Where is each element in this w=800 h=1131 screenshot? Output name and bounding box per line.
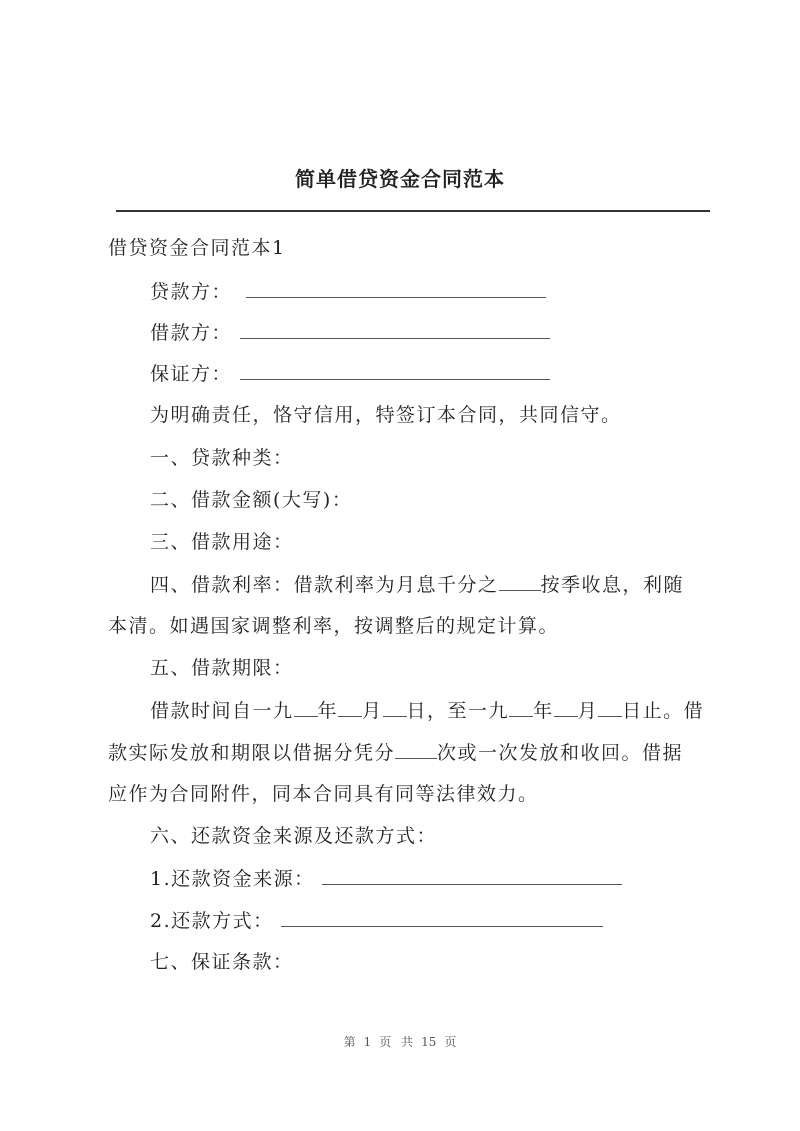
guarantor-label: 保证方： <box>150 363 233 385</box>
contract-subtitle: 借贷资金合同范本1 <box>108 237 286 259</box>
start-month-blank <box>338 698 362 717</box>
term-text-c: 月 <box>362 700 383 722</box>
clause-interest-line1 <box>150 572 684 597</box>
term-text-f: 月 <box>577 700 599 722</box>
term-line1 <box>150 698 704 723</box>
document-title: 简单借贷资金合同范本 <box>295 167 505 191</box>
term-text-e: 年 <box>533 700 554 722</box>
end-year-blank <box>509 698 533 717</box>
repay-source-line <box>150 866 622 891</box>
term-text-i: 次或一次发放和收回。借据 <box>437 742 684 764</box>
borrower-blank <box>240 320 550 339</box>
page-number: 1 <box>363 1035 372 1049</box>
installments-blank <box>395 740 437 759</box>
term-line2 <box>108 740 683 765</box>
title-divider <box>116 210 710 212</box>
end-month-blank <box>554 698 578 717</box>
clause-loan-amount: 二、借款金额(大写)： <box>150 489 353 511</box>
footer-text-b: 页 共 <box>379 1035 414 1049</box>
repay-method-blank <box>281 908 603 927</box>
interest-text-2: 按季收息，利随 <box>540 574 685 596</box>
clause-guarantee: 七、保证条款： <box>150 951 294 973</box>
clause-loan-type: 一、贷款种类： <box>150 447 294 469</box>
term-text-d: 日，至一九 <box>406 700 510 722</box>
lender-blank <box>246 279 546 298</box>
repay-method-line <box>150 908 603 933</box>
start-day-blank <box>383 698 407 717</box>
clause-loan-purpose: 三、借款用途： <box>150 531 294 553</box>
term-text-b: 年 <box>317 700 339 722</box>
lender-line <box>150 279 546 304</box>
term-text-h: 款实际发放和期限以借据分凭分 <box>108 742 396 764</box>
interest-text-1: 四、借款利率：借款利率为月息千分之 <box>150 574 499 596</box>
interest-rate-blank <box>499 572 541 591</box>
repay-method-label: 2.还款方式： <box>150 910 274 932</box>
term-line3: 应作为合同附件，同本合同具有同等法律效力。 <box>108 783 539 805</box>
repay-source-blank <box>322 866 622 885</box>
repay-source-label: 1.还款资金来源： <box>150 868 315 890</box>
lender-label: 贷款方： <box>150 281 233 303</box>
end-day-blank <box>598 698 622 717</box>
total-pages: 15 <box>421 1035 437 1049</box>
guarantor-blank <box>240 361 550 380</box>
term-text-a: 借款时间自一九 <box>150 700 294 722</box>
page-footer <box>0 1033 800 1050</box>
footer-text-c: 页 <box>444 1035 457 1049</box>
clause-repayment: 六、还款资金来源及还款方式： <box>150 825 438 847</box>
start-year-blank <box>294 698 318 717</box>
intro-text: 为明确责任，恪守信用，特签订本合同，共同信守。 <box>150 404 622 426</box>
borrower-label: 借款方： <box>150 322 233 344</box>
term-text-g: 日止。借 <box>622 700 705 722</box>
footer-text-a: 第 <box>343 1035 356 1049</box>
guarantor-line <box>150 361 550 386</box>
borrower-line <box>150 320 550 345</box>
clause-interest-line2: 本清。如遇国家调整利率，按调整后的规定计算。 <box>108 615 560 637</box>
clause-loan-term: 五、借款期限： <box>150 657 294 679</box>
